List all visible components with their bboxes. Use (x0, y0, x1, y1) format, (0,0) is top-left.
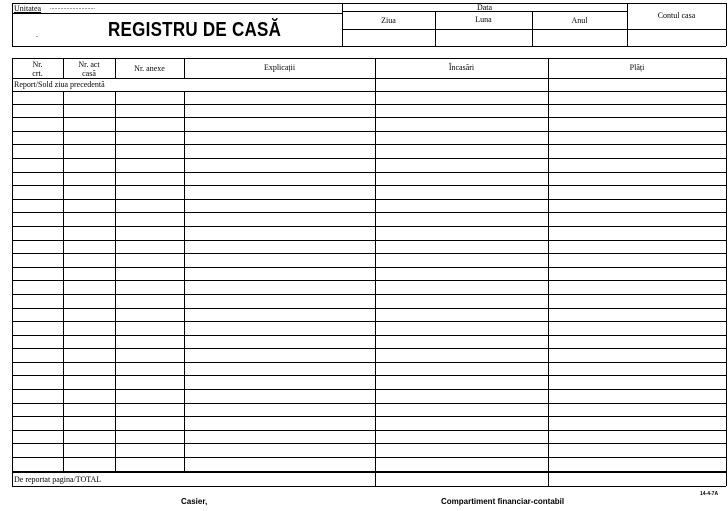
table-body (12, 91, 726, 472)
page-title: REGISTRU DE CASĂ (108, 19, 282, 41)
column-header-incasari: Încasări (448, 63, 475, 72)
table-row (12, 309, 726, 323)
table-row (12, 254, 726, 268)
first-row-label: Report/Sold ziua precedentă (14, 80, 105, 89)
table-row (12, 417, 726, 431)
table-row (12, 173, 726, 187)
cashier-label: Casier, (181, 497, 208, 506)
table-row (12, 444, 726, 458)
table-row (12, 227, 726, 241)
date-label: Data (476, 3, 493, 12)
table-row (12, 376, 726, 390)
table-row (12, 349, 726, 363)
table-row (12, 431, 726, 445)
table-row (12, 363, 726, 377)
unit-dots: .............................. (50, 5, 95, 11)
column-header-nr-crt (12, 60, 63, 78)
table-row (12, 213, 726, 227)
column-header-explicatii: Explicații (263, 63, 296, 72)
table-row (12, 404, 726, 418)
form-code: 14-4-7A (700, 491, 719, 497)
table-row (12, 336, 726, 350)
table-row (12, 118, 726, 132)
table-row (12, 105, 726, 119)
column-header-nr-anexe: Nr. anexe (134, 64, 165, 73)
table-row (12, 295, 726, 309)
dept-label: Compartiment financiar-contabil (441, 497, 565, 506)
last-row-label: De reportat pagina/TOTAL (14, 475, 102, 484)
table-row (12, 268, 726, 282)
column-header-plati: Plăți (629, 63, 645, 72)
table-row (12, 322, 726, 336)
month-label: Luna (475, 15, 492, 24)
column-header-nr-act (63, 60, 115, 78)
table-row (12, 200, 726, 214)
corner-mark: . (36, 30, 38, 39)
table-row (12, 281, 726, 295)
table-row (12, 186, 726, 200)
table-row (12, 132, 726, 146)
account-label: Contul casa (657, 11, 696, 20)
table-row (12, 91, 726, 105)
table-row (12, 458, 726, 472)
day-label: Ziua (381, 16, 396, 25)
table-row (12, 241, 726, 255)
year-label: Anul (571, 16, 588, 25)
unit-label: Unitatea (14, 4, 42, 13)
col-nr-crt-line1: Nr. (32, 60, 43, 69)
table-row (12, 145, 726, 159)
col-nr-act-line1: Nr. act (78, 60, 100, 69)
table-row (12, 390, 726, 404)
col-nr-crt-line2: crt. (32, 69, 43, 78)
table-row (12, 159, 726, 173)
col-nr-act-line2: casă (82, 69, 96, 78)
